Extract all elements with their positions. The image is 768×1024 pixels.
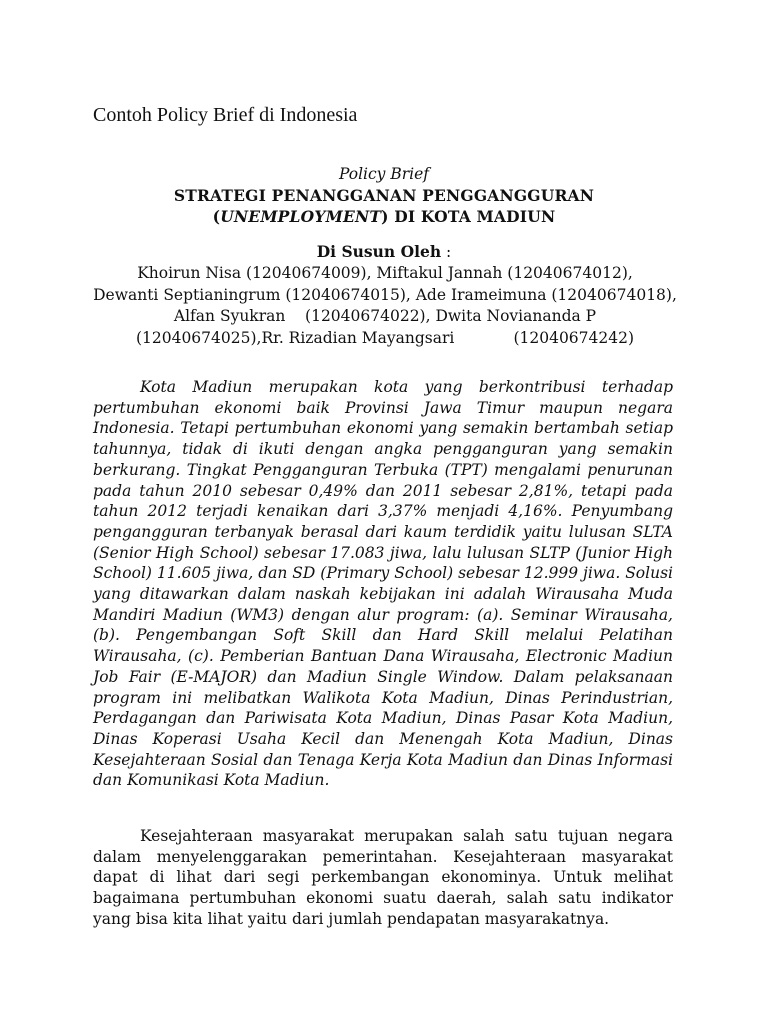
authors-line: Alfan Syukran (12040674022), Dwita Novianandа P — [173, 307, 597, 325]
title-unemployment: UNEMPLOYMENT — [220, 207, 382, 226]
title-open-paren: ( — [212, 207, 221, 226]
authors-line: (12040674025),Rr. Rizadian Mayangsari (12040674242) — [135, 328, 635, 347]
authored-by — [96, 241, 672, 263]
brief-title-line-2 — [96, 206, 672, 227]
intro-paragraph — [93, 826, 673, 930]
policy-brief-label: Policy Brief — [338, 165, 430, 183]
page-title: Contoh Policy Brief di Indonesia — [93, 104, 358, 126]
authored-by-colon: : — [441, 243, 452, 261]
intro-text: Kesejahteraan masyarakat merupakan salah satu tujuan negara dalam menyelenggarakan pemerintahan. Kesejahteraan masyarakat dapat di lihat dari segi perkembangan ekonominya. Untuk melihat bagaimana pertumbuhan ekonomi suatu daerah, salah satu indikator yang bisa kita lihat yaitu dari jumlah pendapatan masyarakatnya. — [93, 827, 673, 928]
abstract-paragraph — [93, 377, 673, 791]
brief-title-line-1: STRATEGI PENANGGANAN PENGGANGGURAN — [173, 186, 595, 205]
authors-line: Dewanti Septianingrum (12040674015), Ade Irameimuna (12040674018), — [93, 285, 677, 304]
authored-by-label: Di Susun Oleh — [316, 242, 442, 261]
title-rest: ) DI KOTA MADIUN — [381, 207, 556, 226]
abstract-text: Kota Madiun merupakan kota yang berkontribusi terhadap pertumbuhan ekonomi baik Provinsi Jawa Timur maupun negara Indonesia. Tetapi pertumbuhan ekonomi yang semakin bertambah setiap tahunnya, tidak di ikuti dengan angka pengganguran yang semakin berkurang. Tingkat Pengganguran Terbuka (TPT) mengalami penurunan pada tahun 2010 sebesar 0,49% dan 2011 sebesar 2,81%, tetapi pada tahun 2012 terjadi kenaikan dari 3,37% menjadi 4,16%. Penyumbang pengangguran terbanyak berasal dari kaum terdidik yaitu lulusan SLTA (Senior High School) sebesar 17.083 jiwa, lalu lulusan SLTP (Junior High School) 11.605 jiwa, dan SD (Primary School) sebesar 12.999 jiwa. Solusi yang ditawarkan dalam naskah kebijakan ini adalah Wirausaha Muda Mandiri Madiun (WM3) dengan alur program: (a). Seminar Wirausaha, (b). Pengembangan Soft Skill dan Hard Skill melalui Pelatihan Wirausaha, (c). Pemberian Bantuan Dana Wirausaha, Electronic Madiun Job Fair (E-MAJOR) dan Madiun Single Window. Dalam pelaksanaan program ini melibatkan Walikota Kota Madiun, Dinas Perindustrian, Perdagangan dan Pariwisata Kota Madiun, Dinas Pasar Kota Madiun, Dinas Koperasi Usaha Kecil dan Menengah Kota Madiun, Dinas Kesejahteraan Sosial dan Tenaga Kerja Kota Madiun dan Dinas Informasi dan Komunikasi Kota Madiun. — [93, 378, 673, 790]
authors-list — [90, 263, 680, 349]
authors-line: Khoirun Nisa (12040674009), Miftakul Jannah (12040674012), — [137, 264, 633, 282]
